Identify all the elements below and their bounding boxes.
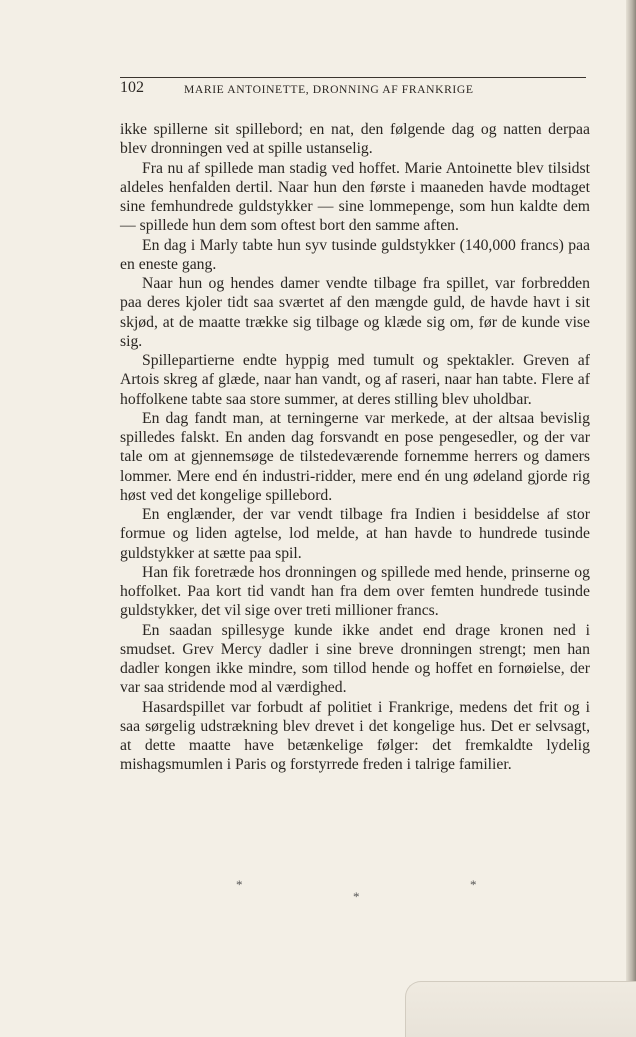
page-number: 102 [120, 79, 144, 96]
running-title: MARIE ANTOINETTE, DRONNING AF FRANKRIGE [184, 83, 474, 96]
paragraph: Spillepartierne endte hyppig med tumult og spektakler. Greven af Artois skreg af glæde, naar han vandt, og af raseri, naar han tabte. Flere af hoffolkene tabte saa store summer, at deres stilling blev uholdbar. [120, 352, 590, 408]
paragraph: En englænder, der var vendt tilbage fra Indien i besiddelse af stor formue og liden agtelse, lod melde, at han havde to hundrede tusinde guldstykker at sætte paa spil. [120, 506, 590, 562]
paragraph: Fra nu af spillede man stadig ved hoffet. Marie Antoinette blev tilsidst aldeles henfalden dertil. Naar hun den første i maaneden havde modtaget sine femhundrede guldstykker — sine lommepenge, som hun kaldte dem — spillede hun dem som oftest bort den samme aften. [120, 159, 590, 235]
page-curl [405, 981, 636, 1037]
page-edge [626, 0, 636, 1037]
body-text [120, 120, 590, 775]
asterisk: * [236, 877, 243, 892]
running-header [120, 77, 586, 96]
paragraph: ikke spillerne sit spillebord; en nat, den følgende dag og natten derpaa blev dronningen ved at spille ustanselig. [120, 121, 590, 158]
section-break [120, 873, 590, 903]
paragraph: Naar hun og hendes damer vendte tilbage fra spillet, var forbredden paa deres kjoler tidt saa sværtet af den mængde guld, de havde havt i sit skjød, at de maatte trække sig tilbage og klæde sig om, før de kunde vise sig. [120, 275, 590, 350]
paragraph: En dag fandt man, at terningerne var merkede, at der altsaa bevislig spilledes falskt. En anden dag forsvandt en pose pengesedler, og der var tale om at gjennemsøge de tilstedeværende fornemme herrers og damers lommer. Mere end én industri-ridder, mere end én ung ødeland gjorde rig høst ved det kongelige spillebord. [120, 409, 590, 504]
paragraph: En dag i Marly tabte hun syv tusinde guldstykker (140,000 francs) paa en eneste gang. [120, 236, 590, 273]
asterisk: * [470, 877, 477, 892]
paragraph: Han fik foretræde hos dronningen og spillede med hende, prinserne og hoffolket. Paa kort tid vandt han fra dem over femten hundrede tusinde guldstykker, det vil sige over treti millioner francs. [120, 563, 590, 620]
paragraph: En saadan spillesyge kunde ikke andet end drage kronen ned i smudset. Grev Mercy dadler i sine breve dronningen strengt; men han dadler kongen ikke mindre, som tillod hende og hoffet en fornøielse, der var saa stridende mod al værdighed. [120, 621, 590, 697]
asterisk: * [353, 889, 360, 904]
paragraph: Hasardspillet var forbudt af politiet i Frankrige, medens det frit og i saa sørgelig udstrækning blev drevet i det kongelige hus. Det er selvsagt, at dette maatte have betænkelige følger: det fremkaldte lydelig mishagsmumlen i Paris og forstyrrede freden i talrige familier. [120, 698, 590, 774]
